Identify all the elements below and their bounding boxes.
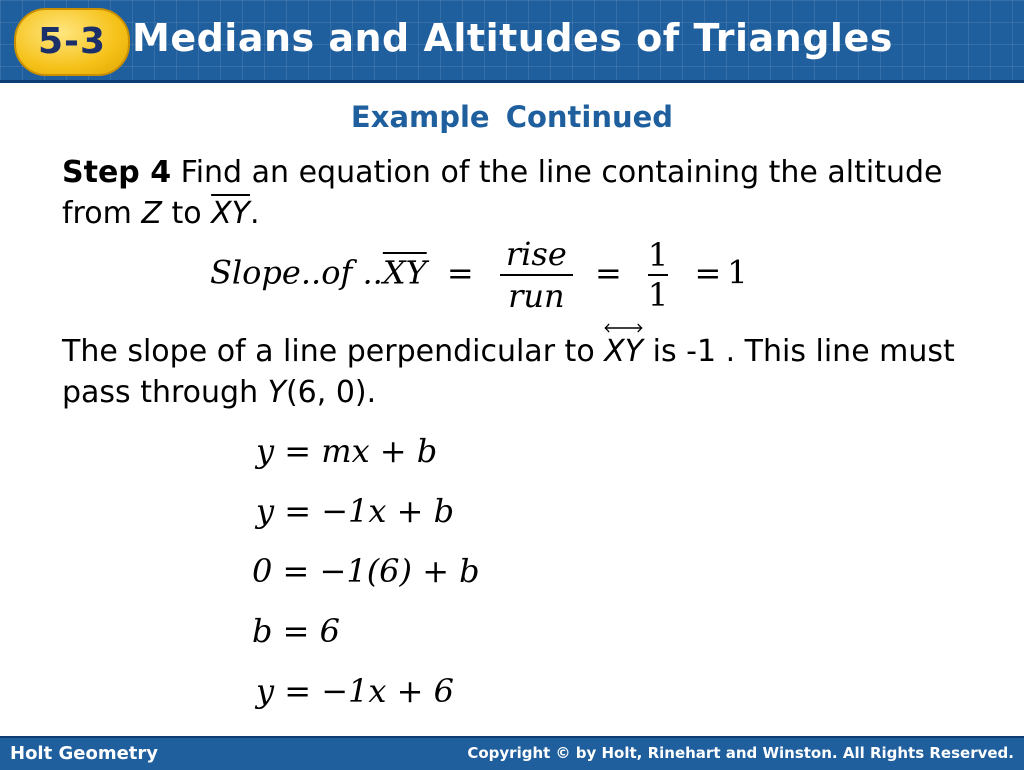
slide-title: Medians and Altitudes of Triangles (132, 16, 893, 60)
rise: rise (500, 234, 573, 276)
step-text-b: to (161, 196, 212, 231)
lesson-number: 5-3 (37, 21, 107, 62)
slide-footer (0, 736, 1024, 770)
step-paragraph (62, 152, 962, 234)
perp-text-b: is -1 . This line must pass through (62, 334, 955, 410)
slope-formula (210, 234, 748, 316)
line-xy-label: XY (604, 334, 644, 369)
footer-copyright: Copyright © by Holt, Rinehart and Winston. All Rights Reserved. (467, 744, 1014, 762)
equation-1: y = mx + b (256, 432, 438, 470)
perp-text-a: The slope of a line perpendicular to (62, 334, 605, 369)
lesson-badge (14, 8, 130, 76)
run: run (508, 277, 565, 315)
footer-course: Holt Geometry (10, 743, 158, 764)
point-y: Y (267, 375, 286, 410)
segment-xy: $\overline{XY}$ (211, 196, 251, 231)
equation-4: b = 6 (252, 612, 340, 650)
perp-text-c: (6, 0). (285, 375, 377, 410)
slope-result: 1 (727, 253, 748, 292)
equals-2: = (594, 253, 622, 292)
subtitle: Example Continued (350, 100, 674, 134)
line-xy (604, 331, 643, 372)
fraction-numerator: 1 (647, 236, 669, 274)
step-text-c: . (250, 196, 260, 231)
equation-5: y = −1x + 6 (256, 672, 454, 710)
rise-over-run (500, 234, 573, 316)
double-arrow-icon (604, 323, 643, 333)
slide-header (0, 0, 1024, 83)
slope-lhs: Slope..of .. (210, 253, 383, 292)
perpendicular-paragraph (62, 331, 962, 413)
fraction-denominator: 1 (647, 276, 669, 314)
one-over-one (644, 236, 672, 314)
slope-lhs-segment: $\overline{XY}$ (382, 253, 427, 292)
vertex-z: Z (141, 196, 162, 231)
equals-3: = (694, 253, 722, 292)
step-label: Step 4 (62, 155, 172, 190)
equation-3: 0 = −1(6) + b (252, 552, 480, 590)
equals-1: = (446, 253, 474, 292)
equation-2: y = −1x + b (256, 492, 455, 530)
step-text-a: Find an equation of the line containing the altitude from (62, 155, 943, 231)
